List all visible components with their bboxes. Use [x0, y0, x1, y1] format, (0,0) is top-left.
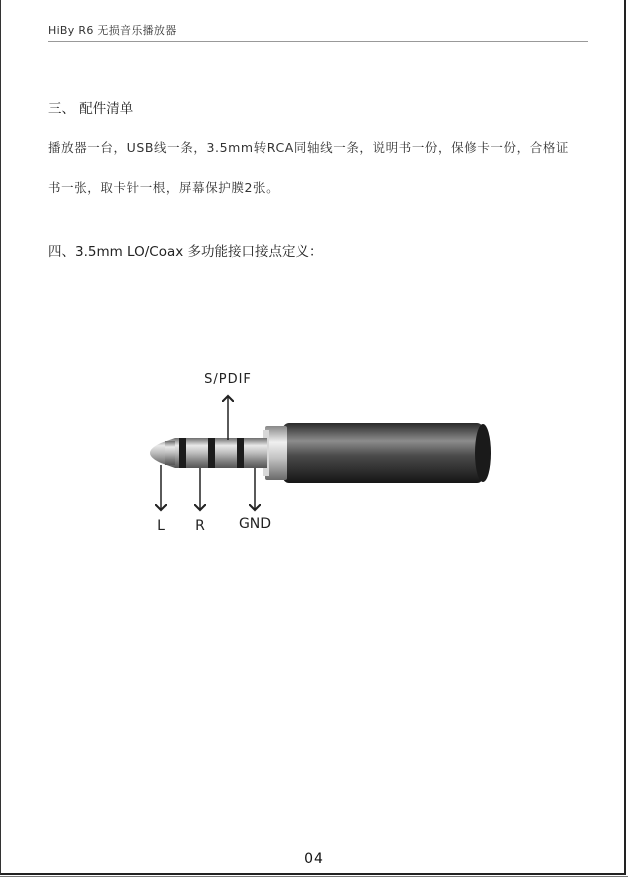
accessories-text-line-1: 播放器一台，USB线一条，3.5mm转RCA同轴线一条，说明书一份，保修卡一份，合格证 [48, 140, 570, 155]
label-right: R [195, 518, 205, 534]
label-ground: GND [238, 516, 272, 532]
page-number: 04 [304, 851, 324, 867]
header-divider [48, 41, 588, 42]
plug-body [283, 423, 491, 483]
connector-illustration [105, 350, 520, 560]
label-left: L [157, 518, 165, 534]
connector-diagram [105, 350, 520, 560]
section-title-accessories: 三、 配件清单 [48, 101, 134, 117]
accessories-text-line-2: 书一张，取卡针一根，屏幕保护膜2张。 [48, 180, 280, 195]
footer-rule [0, 876, 628, 877]
label-spdif: S/PDIF [204, 372, 252, 387]
section-title-connector: 四、3.5mm LO/Coax 多功能接口接点定义： [48, 244, 323, 260]
header-title: HiBy R6 无损音乐播放器 [48, 24, 177, 37]
plug-shaft [150, 438, 267, 468]
